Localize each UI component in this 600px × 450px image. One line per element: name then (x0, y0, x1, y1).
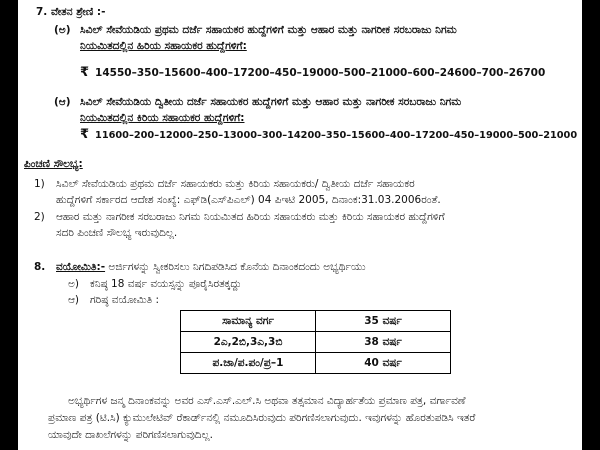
pension-item-2-line2: ಸದರಿ ಪಿಂಚಣಿ ಸೌಲಭ್ಯ ಇರುವುದಿಲ್ಲ. (56, 227, 178, 239)
age-limit-number: 8. (34, 261, 46, 273)
age-cell: 38 ವರ್ಷ (316, 332, 451, 353)
age-max-text: ಗರಿಷ್ಠ ವಯೋಮಿತಿ : (90, 294, 160, 306)
rupee-icon: ₹ (80, 65, 90, 80)
age-limit-intro-row (56, 261, 366, 274)
category-cell: ಸಾಮಾನ್ಯ ವರ್ಗ (181, 311, 316, 332)
pay-scale-b-value: 11600–200–12000–250–13000–300–14200–350–15600–400–17200–450–19000–500–21000 (95, 130, 578, 141)
age-limit-intro: ಅರ್ಜಿಗಳನ್ನು ಸ್ವೀಕರಿಸಲು ನಿಗದಿಪಡಿಸಿದ ಕೊನೆಯ ದಿನಾಂಕದಂದು ಅಭ್ಯರ್ಥಿಯು (105, 261, 366, 273)
footer-line-3: ಯಾವುದೇ ದಾಖಲೆಗಳನ್ನು ಪರಿಗಣಿಸಲಾಗುವುದಿಲ್ಲ. (48, 429, 213, 441)
pay-scale-a-line1: ಸಿವಿಲ್ ಸೇವೆಯಡಿಯ ಪ್ರಥಮ ದರ್ಜೆ ಸಹಾಯಕರ ಹುದ್ದೆಗಳಿಗೆ ಮತ್ತು ಆಹಾರ ಮತ್ತು ನಾಗರೀಕ ಸರಬರಾಜು ನಿಗಮ (80, 24, 457, 36)
right-border (582, 0, 600, 450)
table-row (181, 353, 451, 374)
pay-scale-b-row (80, 128, 577, 142)
footer-line-2: ಪ್ರಮಾಣ ಪತ್ರ (ಟಿ.ಸಿ) ಕ್ಯುಮುಲೇಟಿವ್ ರೆಕಾರ್ಡ್‌ನಲ್ಲಿ ನಮೂದಿಸಿರುವುದು ಪರಿಗಣಿಸಲಾಗುವುದು. ಇವುಗಳನ್ನು ಹೊರತುಪಡಿಸಿ ಇತರೆ (48, 412, 476, 424)
pay-scale-heading: 7. ವೇತನ ಶ್ರೇಣಿ :- (36, 6, 106, 18)
age-cell: 40 ವರ್ಷ (316, 353, 451, 374)
pay-scale-b-label: (ಆ) (54, 96, 71, 108)
category-cell: 2ಎ,2ಬಿ,3ಎ,3ಬಿ (181, 332, 316, 353)
pay-scale-a-value: 14550–350–15600–400–17200–450–19000–500–21000–600–24600–700–26700 (95, 67, 546, 79)
pension-item-2-num: 2) (34, 211, 45, 223)
pay-scale-a-row (80, 66, 545, 80)
pension-item-1-line2: ಹುದ್ದೆಗಳಿಗೆ ಸರ್ಕಾರದ ಆದೇಶ ಸಂಖ್ಯೆ: ಎಫ್‌ಡಿ(ಎಸ್‌ಪಿಎಲ್) 04 ಪಿಇಟಿ 2005, ದಿನಾಂಕ:31.03.2006ರಂತೆ. (56, 194, 441, 206)
left-border (0, 0, 18, 450)
age-max-label: ಆ) (68, 294, 80, 306)
pension-item-1-line1: ಸಿವಿಲ್ ಸೇವೆಯಡಿಯ ಪ್ರಥಮ ದರ್ಜೆ ಸಹಾಯಕರು ಮತ್ತು ಕಿರಿಯ ಸಹಾಯಕರು/ ದ್ವಿತೀಯ ದರ್ಜೆ ಸಹಾಯಕರ (56, 178, 415, 190)
age-limit-heading: ವಯೋಮಿತಿ:- (56, 261, 106, 273)
pension-heading: ಪಿಂಚಣಿ ಸೌಲಭ್ಯ: (24, 158, 83, 170)
footer-line-1: ಅಭ್ಯರ್ಥಿಗಳ ಜನ್ಮ ದಿನಾಂಕವನ್ನು ಅವರ ಎಸ್.ಎಸ್.ಎಲ್.ಸಿ ಅಥವಾ ತತ್ಸಮಾನ ವಿದ್ಯಾರ್ಹತೆಯ ಪ್ರಮಾಣ ಪತ್ರ, ವರ್ಗಾವಣೆ (68, 395, 466, 407)
age-min-label: ಅ) (68, 278, 80, 290)
pay-scale-b-line1: ಸಿವಿಲ್ ಸೇವೆಯಡಿಯ ದ್ವಿತೀಯ ದರ್ಜೆ ಸಹಾಯಕರ ಹುದ್ದೆಗಳಿಗೆ ಮತ್ತು ಆಹಾರ ಮತ್ತು ನಾಗರೀಕ ಸರಬರಾಜು ನಿಗಮ (80, 96, 462, 108)
table-row (181, 311, 451, 332)
pension-item-1-num: 1) (34, 178, 45, 190)
document-page (18, 0, 582, 450)
pay-scale-b-line2: ನಿಯಮಿತದಲ್ಲಿನ ಕಿರಿಯ ಸಹಾಯಕರ ಹುದ್ದೆಗಳಿಗೆ: (80, 112, 245, 124)
age-min-text: ಕನಿಷ್ಠ 18 ವರ್ಷ ವಯಸ್ಸನ್ನು ಪೂರೈಸಿರತಕ್ಕದ್ದು (90, 278, 242, 290)
age-limit-table (180, 310, 451, 374)
age-cell: 35 ವರ್ಷ (316, 311, 451, 332)
category-cell: ಪ.ಜಾ/ಪ.ಪಂ/ಪ್ರ–1 (181, 353, 316, 374)
pension-item-2-line1: ಆಹಾರ ಮತ್ತು ನಾಗರೀಕ ಸರಬರಾಜು ನಿಗಮ ನಿಯಮಿತದ ಹಿರಿಯ ಸಹಾಯಕರು ಮತ್ತು ಕಿರಿಯ ಸಹಾಯಕರ ಹುದ್ದೆಗಳಿಗೆ (56, 211, 445, 223)
pay-scale-a-label: (ಅ) (54, 24, 71, 36)
table-row (181, 332, 451, 353)
pay-scale-a-line2: ನಿಯಮಿತದಲ್ಲಿನ ಹಿರಿಯ ಸಹಾಯಕರ ಹುದ್ದೆಗಳಿಗೆ: (80, 40, 247, 52)
rupee-icon: ₹ (80, 127, 90, 142)
